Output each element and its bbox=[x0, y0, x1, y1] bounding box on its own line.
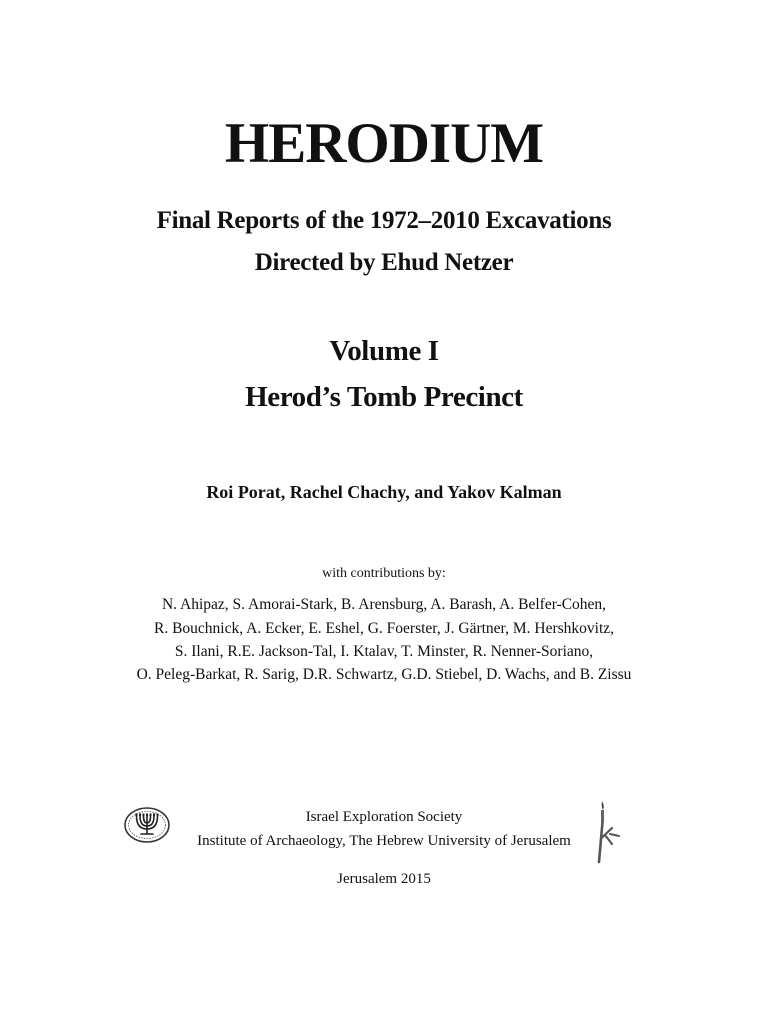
volume-number: Volume I bbox=[329, 335, 439, 367]
hebrew-university-torch-logo-icon bbox=[592, 798, 626, 864]
place-and-year: Jerusalem 2015 bbox=[337, 871, 431, 887]
contributors-line: N. Ahipaz, S. Amorai-Stark, B. Arensburg, A. Barash, A. Belfer-Cohen, bbox=[161, 596, 607, 613]
contributors-line: O. Peleg-Barkat, R. Sarig, D.R. Schwartz, G.D. Stiebel, D. Wachs, and B. Zissu bbox=[136, 666, 632, 683]
book-title: HERODIUM bbox=[224, 112, 544, 175]
contributors-line: S. Ilani, R.E. Jackson-Tal, I. Ktalav, T. Minster, R. Nenner-Soriano, bbox=[174, 643, 594, 660]
contributors-line: R. Bouchnick, A. Ecker, E. Eshel, G. Foerster, J. Gärtner, M. Hershkovitz, bbox=[153, 620, 615, 637]
publisher-line-1: Israel Exploration Society bbox=[305, 809, 463, 825]
volume-name: Herod’s Tomb Precinct bbox=[245, 381, 523, 413]
publisher-line-2: Institute of Archaeology, The Hebrew University of Jerusalem bbox=[197, 833, 571, 849]
contributions-label: with contributions by: bbox=[322, 566, 446, 581]
authors: Roi Porat, Rachel Chachy, and Yakov Kalman bbox=[206, 482, 562, 502]
subtitle-line-1: Final Reports of the 1972–2010 Excavations bbox=[156, 207, 612, 234]
subtitle-line-2: Directed by Ehud Netzer bbox=[254, 249, 514, 276]
